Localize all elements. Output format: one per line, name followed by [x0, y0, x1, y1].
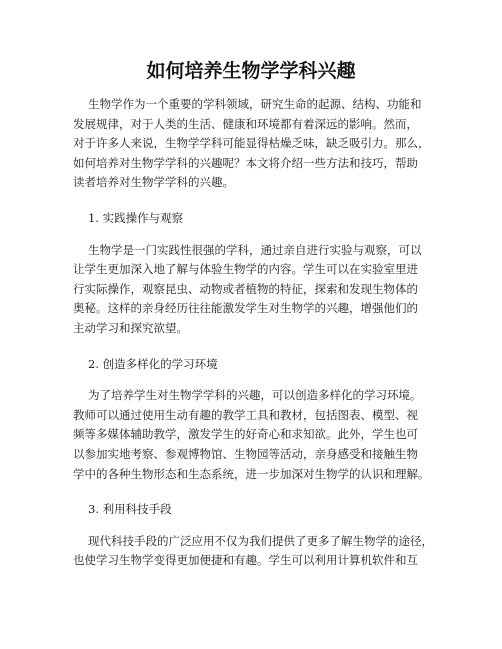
- paragraph-line: 频等多媒体辅助教学，激发学生的好奇心和求知欲。此外，学生也可: [73, 427, 418, 442]
- section-heading: 2. 创造多样化的学习环境: [88, 356, 218, 371]
- intro-paragraph: [73, 95, 453, 193]
- paragraph-line: 生物学是一门实践性很强的学科，通过亲自进行实验与观察，可以: [88, 242, 422, 257]
- intro-line: 发展规律，对于人类的生活、健康和环境都有着深远的影响。然而，: [73, 116, 418, 131]
- paragraph-line: 现代科技手段的广泛应用不仅为我们提供了更多了解生物学的途径，: [88, 533, 433, 548]
- paragraph-line: 让学生更加深入地了解与体验生物学的内容。学生可以在实验室里进: [73, 262, 418, 277]
- paragraph-line: 以参加实地考察、参观博物馆、生物园等活动，亲身感受和接触生物: [73, 446, 418, 461]
- paragraph-line: 教师可以通过使用生动有趣的教学工具和教材，包括图表、模型、视: [73, 407, 418, 422]
- section-paragraph: [73, 532, 453, 571]
- paragraph-line: 奥秘。这样的亲身经历往往能激发学生对生物学的兴趣，增强他们的: [73, 301, 418, 316]
- document-title: 如何培养生物学学科兴趣: [146, 60, 356, 82]
- document-body: [73, 95, 453, 571]
- paragraph-line: 学中的各种生物形态和生态系统，进一步加深对生物学的认识和理解。: [73, 466, 430, 481]
- paragraph-line: 主动学习和探究欲望。: [73, 320, 188, 335]
- intro-line: 生物学作为一个重要的学科领域，研究生命的起源、结构、功能和: [88, 97, 422, 111]
- paragraph-line: 行实际操作，观察昆虫、动物或者植物的特征，探索和发现生物体的: [73, 281, 418, 296]
- intro-line: 对于许多人来说，生物学学科可能显得枯燥乏味，缺乏吸引力。那么，: [73, 136, 430, 151]
- paragraph-line: 为了培养学生对生物学学科的兴趣，可以创造多样化的学习环境。: [88, 388, 422, 403]
- section-heading: 3. 利用科技手段: [88, 502, 172, 517]
- intro-line: 如何培养对生物学学科的兴趣呢？本文将介绍一些方法和技巧，帮助: [73, 155, 418, 170]
- section-paragraph: [73, 241, 453, 339]
- section-heading: 1. 实践操作与观察: [88, 210, 184, 225]
- paragraph-line: 也使学习生物学变得更加便捷和有趣。学生可以利用计算机软件和互: [73, 553, 418, 568]
- intro-line: 读者培养对生物学学科的兴趣。: [73, 175, 234, 190]
- section-paragraph: [73, 386, 453, 484]
